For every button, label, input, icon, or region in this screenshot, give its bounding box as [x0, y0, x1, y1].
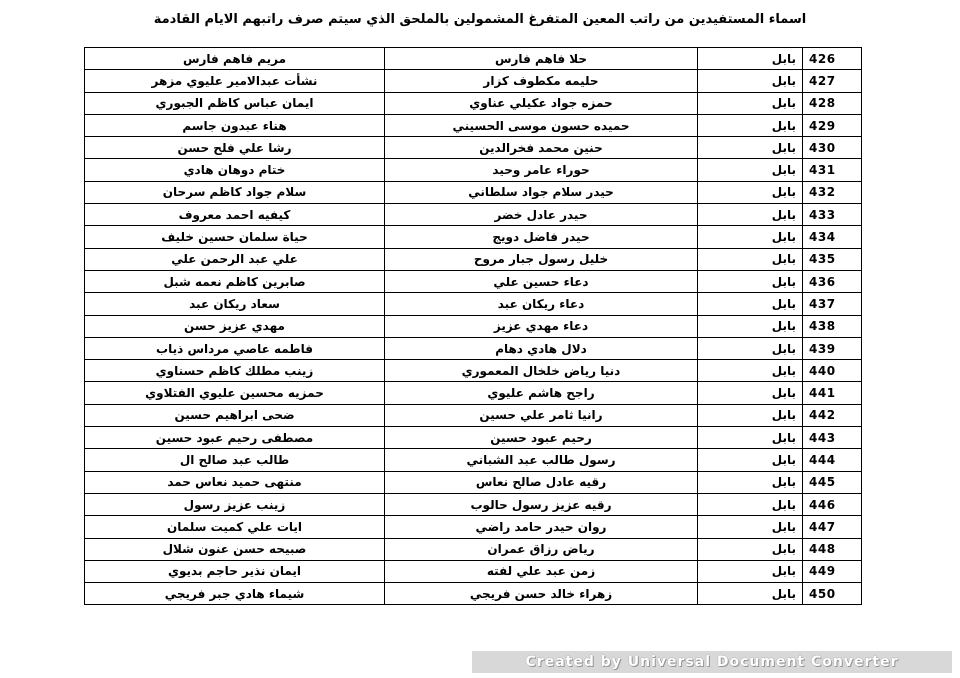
beneficiary-name-cell: رياض رزاق عمران: [385, 538, 698, 560]
governorate-cell: بابل: [698, 270, 803, 292]
caregiver-name-cell: هناء عبدون جاسم: [85, 114, 385, 136]
row-number: 445: [803, 471, 862, 493]
beneficiary-name-cell: حميده حسون موسى الحسيني: [385, 114, 698, 136]
beneficiary-name-cell: حيدر فاضل دويج: [385, 226, 698, 248]
governorate-cell: بابل: [698, 92, 803, 114]
row-number: 432: [803, 181, 862, 203]
governorate-cell: بابل: [698, 382, 803, 404]
row-number: 436: [803, 270, 862, 292]
converter-watermark: [472, 651, 952, 673]
beneficiary-name-cell: حنين محمد فخرالدين: [385, 137, 698, 159]
beneficiary-name-cell: حوراء عامر وحيد: [385, 159, 698, 181]
caregiver-name-cell: ختام دوهان هادي: [85, 159, 385, 181]
beneficiary-name-cell: زهراء خالد حسن فريجي: [385, 583, 698, 605]
table-row: [85, 516, 862, 538]
beneficiary-name-cell: خليل رسول جبار مروح: [385, 248, 698, 270]
beneficiary-name-cell: دنيا رياض خلخال المعموري: [385, 360, 698, 382]
table-row: [85, 471, 862, 493]
caregiver-name-cell: صبيحه حسن عنون شلال: [85, 538, 385, 560]
table-row: [85, 337, 862, 359]
caregiver-name-cell: سعاد ريكان عبد: [85, 293, 385, 315]
table-row: [85, 315, 862, 337]
beneficiary-name-cell: دلال هادي دهام: [385, 337, 698, 359]
table-row: [85, 493, 862, 515]
caregiver-name-cell: ايمان عباس كاظم الجبوري: [85, 92, 385, 114]
table-row: [85, 114, 862, 136]
table-row: [85, 181, 862, 203]
row-number: 449: [803, 560, 862, 582]
table-row: [85, 70, 862, 92]
caregiver-name-cell: زينب عزيز رسول: [85, 493, 385, 515]
row-number: 447: [803, 516, 862, 538]
governorate-cell: بابل: [698, 337, 803, 359]
governorate-cell: بابل: [698, 48, 803, 70]
row-number: 435: [803, 248, 862, 270]
beneficiary-name-cell: دعاء ريكان عبد: [385, 293, 698, 315]
caregiver-name-cell: رشا علي فلح حسن: [85, 137, 385, 159]
governorate-cell: بابل: [698, 315, 803, 337]
caregiver-name-cell: حمزيه محسين عليوي الفتلاوي: [85, 382, 385, 404]
governorate-cell: بابل: [698, 181, 803, 203]
beneficiary-name-cell: رقيه عادل صالح نعاس: [385, 471, 698, 493]
row-number: 448: [803, 538, 862, 560]
governorate-cell: بابل: [698, 404, 803, 426]
row-number: 444: [803, 449, 862, 471]
table-row: [85, 360, 862, 382]
caregiver-name-cell: شيماء هادي جبر فريجي: [85, 583, 385, 605]
beneficiary-name-cell: حمزه جواد عكيلي عناوي: [385, 92, 698, 114]
row-number: 439: [803, 337, 862, 359]
governorate-cell: بابل: [698, 560, 803, 582]
row-number: 428: [803, 92, 862, 114]
table-row: [85, 48, 862, 70]
beneficiary-name-cell: دعاء مهدي عزيز: [385, 315, 698, 337]
beneficiary-name-cell: زمن عبد علي لفته: [385, 560, 698, 582]
governorate-cell: بابل: [698, 516, 803, 538]
row-number: 427: [803, 70, 862, 92]
beneficiary-name-cell: حيدر عادل خضر: [385, 204, 698, 226]
governorate-cell: بابل: [698, 248, 803, 270]
table-row: [85, 427, 862, 449]
table-row: [85, 560, 862, 582]
caregiver-name-cell: منتهى حميد نعاس حمد: [85, 471, 385, 493]
row-number: 442: [803, 404, 862, 426]
governorate-cell: بابل: [698, 360, 803, 382]
beneficiary-name-cell: روان حيدر حامد راضي: [385, 516, 698, 538]
table-row: [85, 404, 862, 426]
caregiver-name-cell: صابرين كاظم نعمه شبل: [85, 270, 385, 292]
table-row: [85, 449, 862, 471]
caregiver-name-cell: حياة سلمان حسين خليف: [85, 226, 385, 248]
caregiver-name-cell: فاطمه عاصي مرداس ذياب: [85, 337, 385, 359]
row-number: 429: [803, 114, 862, 136]
beneficiaries-table: [84, 47, 862, 605]
beneficiary-name-cell: حليمه مكطوف كزار: [385, 70, 698, 92]
governorate-cell: بابل: [698, 293, 803, 315]
governorate-cell: بابل: [698, 226, 803, 248]
table-row: [85, 204, 862, 226]
watermark-text: Created by Universal Document Converter: [525, 654, 899, 670]
table-row: [85, 159, 862, 181]
row-number: 433: [803, 204, 862, 226]
beneficiary-name-cell: رسول طالب عبد الشباني: [385, 449, 698, 471]
caregiver-name-cell: طالب عبد صالح ال: [85, 449, 385, 471]
beneficiary-name-cell: رقيه عزيز رسول حالوب: [385, 493, 698, 515]
table-row: [85, 293, 862, 315]
row-number: 450: [803, 583, 862, 605]
governorate-cell: بابل: [698, 538, 803, 560]
governorate-cell: بابل: [698, 583, 803, 605]
caregiver-name-cell: كيفيه احمد معروف: [85, 204, 385, 226]
row-number: 426: [803, 48, 862, 70]
caregiver-name-cell: نشأت عبدالامير عليوي مزهر: [85, 70, 385, 92]
row-number: 431: [803, 159, 862, 181]
table-row: [85, 226, 862, 248]
row-number: 440: [803, 360, 862, 382]
table-row: [85, 248, 862, 270]
row-number: 438: [803, 315, 862, 337]
row-number: 443: [803, 427, 862, 449]
governorate-cell: بابل: [698, 70, 803, 92]
caregiver-name-cell: ضحى ابراهيم حسين: [85, 404, 385, 426]
governorate-cell: بابل: [698, 204, 803, 226]
beneficiary-name-cell: حلا فاهم فارس: [385, 48, 698, 70]
row-number: 434: [803, 226, 862, 248]
table-row: [85, 92, 862, 114]
caregiver-name-cell: سلام جواد كاظم سرحان: [85, 181, 385, 203]
governorate-cell: بابل: [698, 471, 803, 493]
beneficiary-name-cell: راجح هاشم عليوي: [385, 382, 698, 404]
table-row: [85, 270, 862, 292]
table-row: [85, 538, 862, 560]
row-number: 437: [803, 293, 862, 315]
caregiver-name-cell: ايمان نذير حاجم بديوي: [85, 560, 385, 582]
table-row: [85, 583, 862, 605]
governorate-cell: بابل: [698, 137, 803, 159]
governorate-cell: بابل: [698, 427, 803, 449]
beneficiary-name-cell: حيدر سلام جواد سلطاني: [385, 181, 698, 203]
beneficiary-name-cell: رحيم عبود حسين: [385, 427, 698, 449]
row-number: 441: [803, 382, 862, 404]
beneficiary-name-cell: رانيا ثامر علي حسين: [385, 404, 698, 426]
table-body: [85, 48, 862, 605]
governorate-cell: بابل: [698, 449, 803, 471]
governorate-cell: بابل: [698, 159, 803, 181]
caregiver-name-cell: مريم فاهم فارس: [85, 48, 385, 70]
governorate-cell: بابل: [698, 114, 803, 136]
row-number: 430: [803, 137, 862, 159]
table-row: [85, 382, 862, 404]
caregiver-name-cell: زينب مطلك كاظم حسناوي: [85, 360, 385, 382]
table-row: [85, 137, 862, 159]
beneficiary-name-cell: دعاء حسين علي: [385, 270, 698, 292]
governorate-cell: بابل: [698, 493, 803, 515]
document-title: اسماء المستفيدين من راتب المعين المتفرغ المشمولين بالملحق الذي سيتم صرف راتبهم الايام القادمة: [153, 12, 807, 27]
row-number: 446: [803, 493, 862, 515]
caregiver-name-cell: ايات علي كميت سلمان: [85, 516, 385, 538]
caregiver-name-cell: علي عبد الرحمن علي: [85, 248, 385, 270]
caregiver-name-cell: مهدي عزيز حسن: [85, 315, 385, 337]
caregiver-name-cell: مصطفى رحيم عبود حسين: [85, 427, 385, 449]
